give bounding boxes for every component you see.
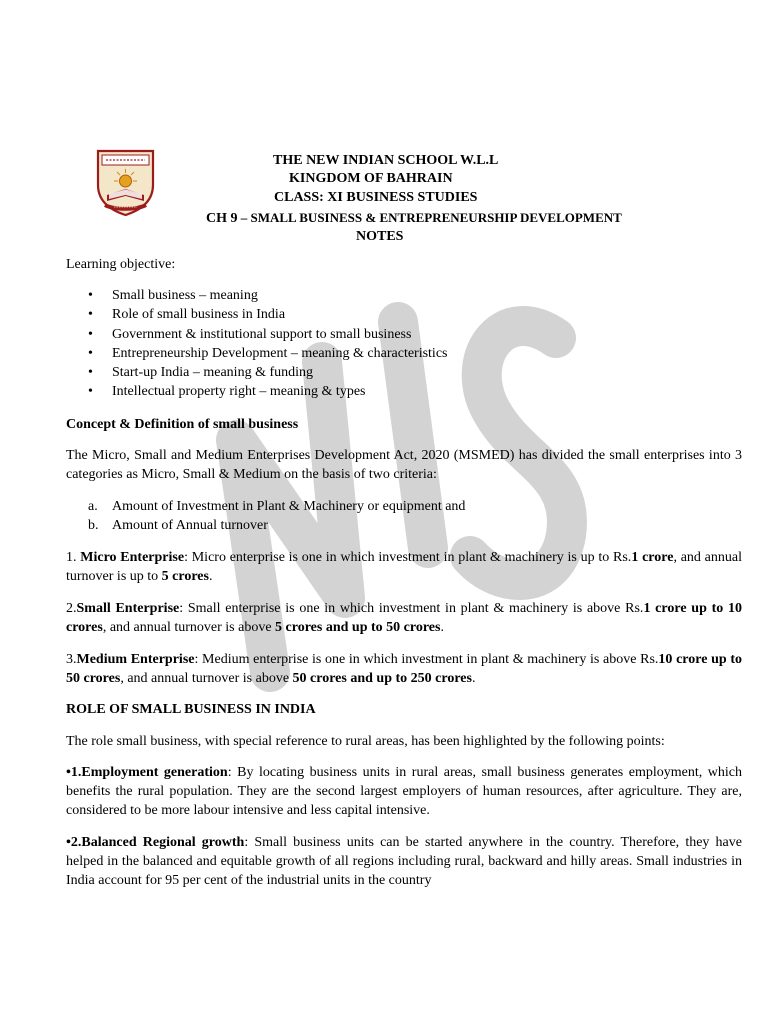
role-heading: ROLE OF SMALL BUSINESS IN INDIA [66,702,316,717]
medium-enterprise-title: Medium Enterprise [76,652,195,667]
concept-intro: The Micro, Small and Medium Enterprises Development Act, 2020 (MSMED) has divided the small enterprises into 3 categories as Micro, Small & Medium on the basis of two criteria: [66,448,742,482]
chapter-number: CH 9 [206,211,238,226]
learning-objective-label: Learning objective: [66,257,176,272]
learning-objective-list [66,286,448,402]
list-item: • Start-up India – meaning & funding [66,363,448,382]
school-crest-logo [92,147,159,217]
list-item: • Government & institutional support to small business [66,325,448,344]
list-marker: b. [88,518,99,533]
micro-enterprise-title: Micro Enterprise [80,550,185,565]
role-point-employment: •1.Employment generation: By locating business units in rural areas, small business generates employment, which benefits the rural population. They are the second largest employers of human resources, after agriculture. They are, considered to be more labour intensive and less capital intensive. [66,765,742,818]
criteria-list [66,497,465,535]
list-item: a. Amount of Investment in Plant & Machinery or equipment and [88,499,466,514]
concept-heading: Concept & Definition of small business [66,417,299,432]
school-name: THE NEW INDIAN SCHOOL W.L.L [273,153,499,168]
small-enterprise-title: Small Enterprise [76,601,180,616]
chapter-title [206,208,622,228]
chapter-name: – SMALL BUSINESS & ENTREPRENEURSHIP DEVELOPMENT [237,210,622,225]
list-item: • Role of small business in India [66,305,448,324]
role-point-title: •1.Employment generation [66,765,228,780]
list-item: • Small business – meaning [66,286,448,305]
list-marker: a. [88,499,98,514]
notes-label: NOTES [356,229,404,244]
role-point-regional-growth: •2.Balanced Regional growth: Small business units can be started anywhere in the country. Therefore, they have helped in the balanced and equitable growth of all regions including rural, backward and hilly areas. Small industries in India account for 95 per cent of the industrial units in the country [66,835,742,888]
list-item: b. Amount of Annual turnover [88,518,268,533]
medium-enterprise-paragraph: 3.Medium Enterprise: Medium enterprise is one in which investment in plant & machinery is above Rs.10 crore up to 50 crores, and annual turnover is above 50 crores and up to 250 crores. [66,652,742,686]
list-item: • Intellectual property right – meaning & types [66,382,448,401]
school-location: KINGDOM OF BAHRAIN [289,171,453,186]
role-point-title: •2.Balanced Regional growth [66,835,245,850]
class-subject: CLASS: XI BUSINESS STUDIES [274,190,478,205]
list-item: • Entrepreneurship Development – meaning & characteristics [66,344,448,363]
micro-enterprise-paragraph: 1. Micro Enterprise: Micro enterprise is one in which investment in plant & machinery is up to Rs.1 crore, and annual turnover is up to 5 crores. [66,550,742,584]
role-intro: The role small business, with special reference to rural areas, has been highlighted by the following points: [66,734,665,749]
small-enterprise-paragraph: 2.Small Enterprise: Small enterprise is one in which investment in plant & machinery is above Rs.1 crore up to 10 crores, and annual turnover is above 5 crores and up to 50 crores. [66,601,743,635]
